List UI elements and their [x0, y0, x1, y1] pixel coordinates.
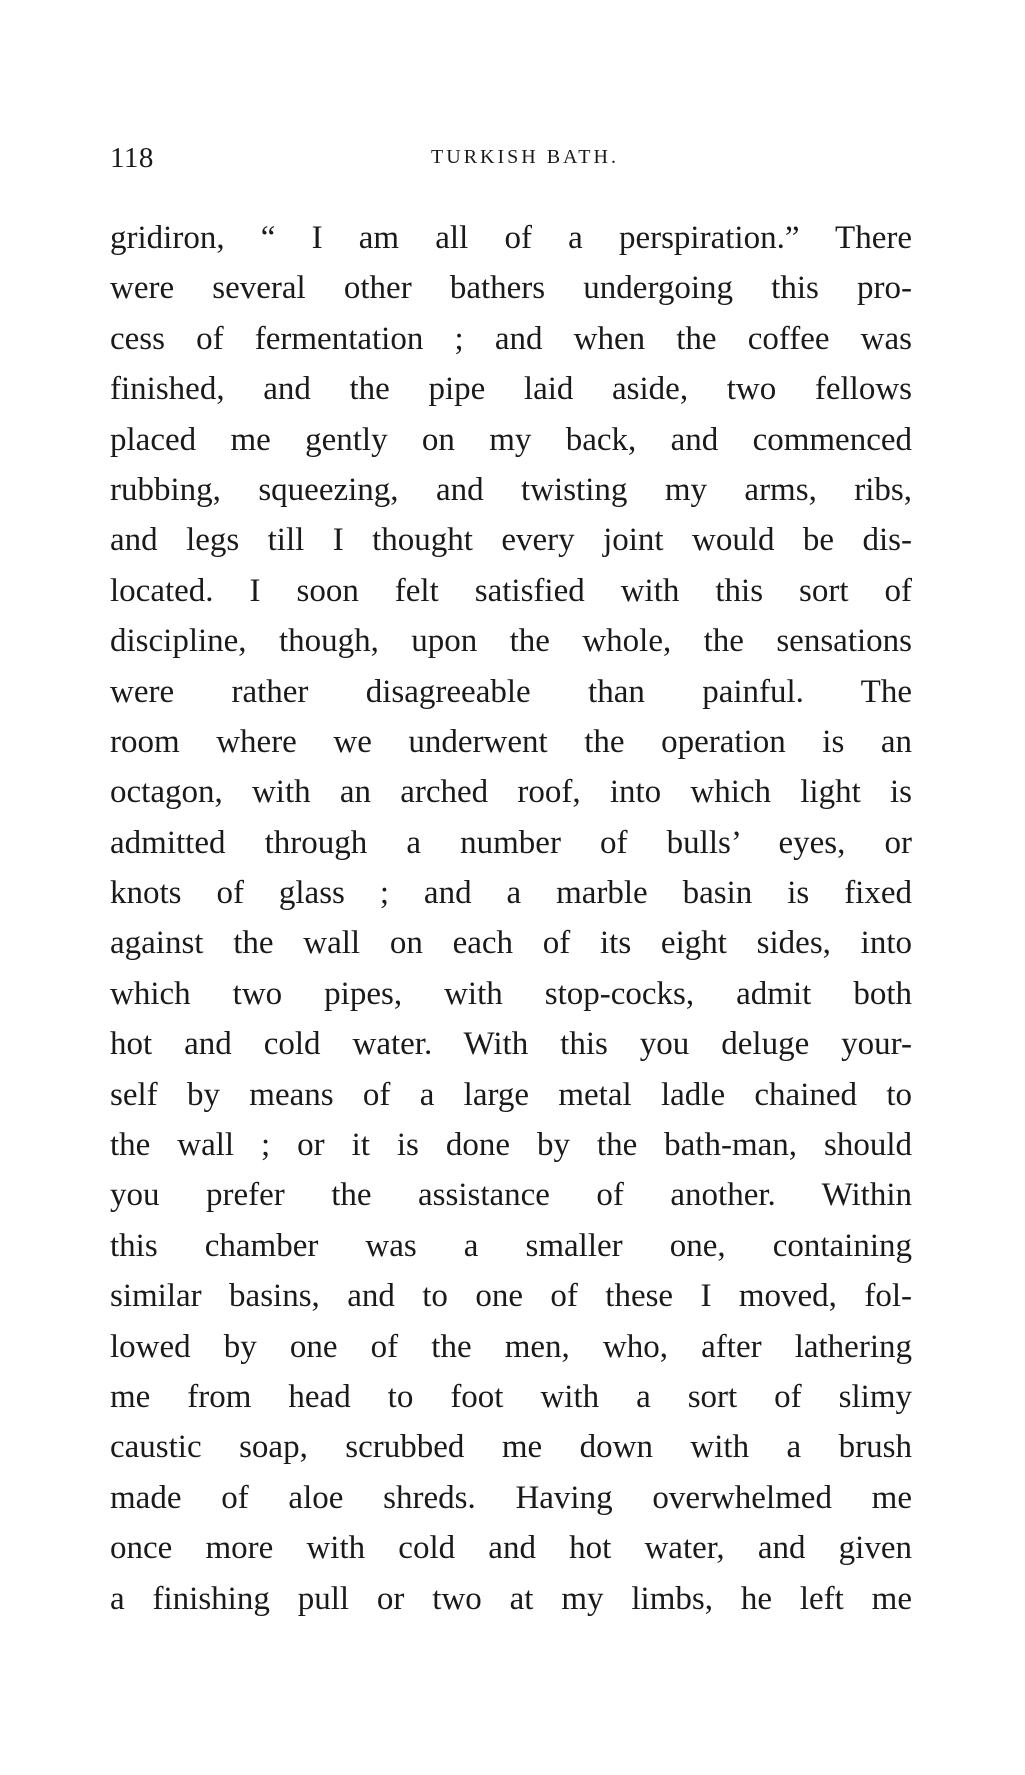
text-line: you prefer the assistance of another. Within: [110, 1177, 912, 1214]
text-line: lowed by one of the men, who, after lathering: [110, 1328, 912, 1365]
text-line: caustic soap, scrubbed me down with a brush: [110, 1429, 912, 1466]
text-line: cess of fermentation ; and when the coffee was: [110, 320, 912, 357]
text-line: knots of glass ; and a marble basin is fixed: [110, 875, 912, 912]
text-line: this chamber was a smaller one, containing: [110, 1227, 912, 1264]
body-paragraph: [110, 213, 912, 1624]
text-line: similar basins, and to one of these I moved, fol-: [110, 1278, 912, 1315]
text-line: discipline, though, upon the whole, the sensations: [110, 623, 912, 660]
text-line: room where we underwent the operation is an: [110, 723, 912, 760]
text-line: octagon, with an arched roof, into which light is: [110, 774, 912, 811]
text-line: finished, and the pipe laid aside, two fellows: [110, 371, 912, 408]
text-line: rubbing, squeezing, and twisting my arms, ribs,: [110, 471, 912, 508]
text-line: hot and cold water. With this you deluge your-: [110, 1026, 912, 1063]
text-line: admitted through a number of bulls’ eyes, or: [110, 824, 912, 861]
text-line: once more with cold and hot water, and given: [110, 1530, 912, 1567]
text-line: made of aloe shreds. Having overwhelmed me: [110, 1479, 912, 1516]
text-line: a finishing pull or two at my limbs, he left me: [110, 1580, 912, 1617]
running-head: [110, 142, 912, 182]
text-line: were rather disagreeable than painful. The: [110, 673, 912, 710]
text-line: the wall ; or it is done by the bath-man, should: [110, 1127, 912, 1164]
text-line: and legs till I thought every joint would be dis-: [110, 522, 912, 559]
text-line: against the wall on each of its eight sides, into: [110, 925, 912, 962]
text-line: self by means of a large metal ladle chained to: [110, 1076, 912, 1113]
running-title: TURKISH BATH.: [431, 146, 619, 168]
text-line: me from head to foot with a sort of slimy: [110, 1378, 912, 1415]
text-line: gridiron, “ I am all of a perspiration.” There: [110, 220, 912, 256]
text-line: which two pipes, with stop-cocks, admit both: [110, 975, 912, 1012]
text-line: placed me gently on my back, and commenced: [110, 421, 912, 458]
text-line: located. I soon felt satisfied with this sort of: [110, 572, 912, 609]
text-line: were several other bathers undergoing this pro-: [110, 270, 912, 307]
page-number: 118: [110, 142, 154, 174]
